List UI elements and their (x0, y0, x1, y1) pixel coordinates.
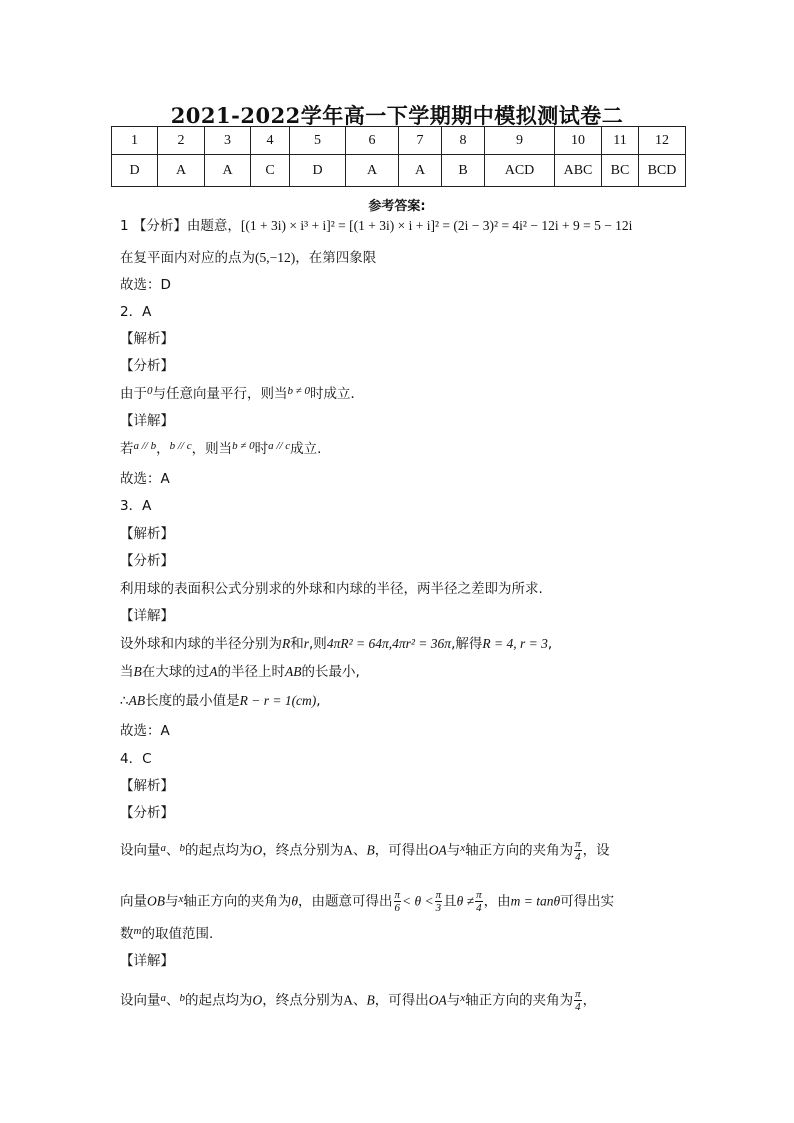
q3-detail-line-1 (120, 637, 552, 652)
question-number-cell: 6 (346, 127, 399, 155)
q4-text: 的起点均为 (185, 842, 253, 859)
q4-text: 设向量 (120, 992, 161, 1009)
q4-jiexi-label: 【解析】 (120, 778, 174, 794)
question-number-cell: 1 (112, 127, 158, 155)
answer-cell: A (205, 155, 251, 187)
answer-table (111, 126, 686, 187)
q4-text: 数 (120, 926, 134, 942)
symbol-m: m (133, 925, 142, 937)
q3-detail-text: 设外球和内球的半径分别为 (120, 636, 282, 652)
q4-text: 轴正方向的夹角为 (465, 842, 574, 859)
q4-text: ，设 (582, 842, 610, 859)
q2-xiangjie-label: 【详解】 (120, 413, 174, 429)
q2-analysis-text: 由于 (120, 386, 147, 402)
fraction-denominator: 4 (575, 1001, 581, 1014)
q3-detail-text: , (316, 693, 321, 709)
q4-text: ，由 (483, 893, 511, 910)
axis-x: x (460, 991, 466, 1004)
b-not-zero: b ≠ 0 (232, 440, 255, 452)
vector-OA: OA (428, 842, 447, 858)
answer-cell: BC (602, 155, 639, 187)
axis-x: x (178, 892, 184, 905)
reference-answers-heading: 参考答案: (368, 199, 426, 214)
q4-analysis-line-3 (120, 925, 214, 942)
fraction-denominator: 3 (435, 902, 442, 915)
q4-text: 轴正方向的夹角为 (465, 992, 574, 1009)
theta-not-equal: θ ≠ (456, 893, 475, 909)
q3-detail-line-3 (120, 694, 321, 709)
q4-fenxi-label: 【分析】 (120, 805, 174, 821)
q4-text: 、 (353, 842, 367, 859)
fraction-pi-over-3 (435, 889, 443, 914)
question-number-cell: 10 (555, 127, 602, 155)
q4-text: ，由题意可得出 (298, 893, 393, 910)
q4-text: 向量 (120, 893, 147, 910)
symbol-A: A (209, 664, 218, 679)
fraction-pi-over-6 (394, 889, 402, 914)
q1-point-text: 在复平面内对应的点为 (120, 250, 255, 266)
segment-AB: AB (128, 693, 146, 708)
answer-cell: A (399, 155, 442, 187)
vector-OA: OA (428, 992, 447, 1008)
fraction-denominator: 4 (476, 902, 482, 915)
q4-text: 的起点均为 (185, 992, 253, 1009)
q2-number: 2．A (120, 304, 152, 320)
q3-detail-text: ,解得 (451, 636, 483, 652)
vector-OB: OB (147, 893, 165, 909)
q4-text: 且 (443, 893, 457, 910)
point-A: A (343, 992, 353, 1008)
q3-detail-text: 在大球的过 (141, 664, 210, 680)
q4-text: 、 (166, 842, 180, 859)
q3-detail-text: 和 (290, 636, 304, 652)
therefore-symbol: ∴ (120, 693, 129, 709)
question-number-cell: 12 (639, 127, 686, 155)
q3-jiexi-label: 【解析】 (120, 526, 174, 542)
q4-text: ， (582, 992, 597, 1009)
radius-solution: R = 4, r = 3 (482, 636, 548, 651)
point-A: A (343, 842, 353, 858)
vector-b: b (179, 991, 185, 1004)
q4-text: 设向量 (120, 842, 161, 859)
q2-fenxi-label: 【分析】 (120, 358, 174, 374)
q1-formula: [(1 + 3i) × i³ + i]² = [(1 + 3i) × i + i]² = (2i − 3)² = 4i² − 12i + 9 = 5 − 12i (240, 218, 633, 233)
q3-number: 3．A (120, 498, 152, 514)
q2-choice: 故选：A (120, 471, 170, 487)
q2-detail-text: 若 (120, 441, 134, 457)
q3-fenxi-label: 【分析】 (120, 553, 174, 569)
symbol-r: r (303, 636, 310, 651)
min-length-formula: R − r = 1(cm) (239, 693, 317, 708)
q2-analysis-line (120, 385, 365, 402)
q2-analysis-text: 与任意向量平行，则当 (152, 386, 288, 402)
q4-text: ，终点分别为 (262, 992, 344, 1009)
answer-cell: BCD (639, 155, 686, 187)
document-title: 2021-2022学年高一下学期期中模拟测试卷二 (170, 103, 624, 128)
angle-theta: θ (291, 893, 299, 909)
fraction-pi-over-4 (574, 838, 582, 863)
symbol-B: B (133, 664, 142, 679)
zero-vector: 0 (147, 385, 153, 397)
fraction-numerator: π (575, 988, 581, 1000)
fraction-pi-over-4 (475, 889, 483, 914)
q4-text: 轴正方向的夹角为 (183, 893, 292, 910)
question-number-cell: 2 (158, 127, 205, 155)
answer-table-number-row (112, 127, 686, 155)
theta-inequality: < θ < (402, 893, 434, 909)
q1-line (120, 219, 632, 234)
q4-text: 、 (353, 992, 367, 1009)
question-number-cell: 11 (602, 127, 639, 155)
answer-cell: D (112, 155, 158, 187)
surface-area-equations: 4πR² = 64π,4πr² = 36π (326, 636, 452, 651)
fraction-numerator: π (575, 838, 581, 850)
answer-cell: D (290, 155, 346, 187)
q4-detail-line-1 (120, 988, 596, 1013)
q4-text: 、 (166, 992, 180, 1009)
fraction-numerator: π (435, 889, 442, 901)
answer-cell: A (346, 155, 399, 187)
q1-point-line (120, 251, 376, 266)
question-number-cell: 3 (205, 127, 251, 155)
answer-table-answer-row (112, 155, 686, 187)
question-number-cell: 7 (399, 127, 442, 155)
q3-analysis: 利用球的表面积公式分别求的外球和内球的半径，两半径之差即为所求. (120, 581, 543, 597)
q4-text: 与 (446, 992, 461, 1009)
fraction-denominator: 4 (575, 851, 581, 864)
q2-detail-line (120, 440, 322, 457)
q1-choice: 故选：D (120, 277, 171, 293)
q3-detail-text: 当 (120, 664, 134, 680)
point-B: B (366, 992, 375, 1008)
q4-text: 与 (446, 842, 461, 859)
segment-AB: AB (285, 664, 302, 679)
q4-text: 的取值范围. (141, 926, 214, 942)
answer-cell: A (158, 155, 205, 187)
q4-number: 4．C (120, 751, 152, 767)
point-O: O (252, 992, 263, 1008)
answer-cell: ACD (485, 155, 555, 187)
fraction-pi-over-4 (574, 988, 582, 1013)
q4-text: 可得出实 (560, 893, 615, 910)
question-number-cell: 5 (290, 127, 346, 155)
q2-detail-text: ， (156, 441, 170, 457)
q4-text: ，可得出 (374, 992, 429, 1009)
q3-detail-line-2 (120, 665, 360, 680)
q3-detail-text: , (547, 636, 553, 652)
q2-detail-text: 成立. (290, 441, 322, 457)
q2-jiexi-label: 【解析】 (120, 331, 174, 347)
answer-cell: ABC (555, 155, 602, 187)
b-not-zero: b ≠ 0 (287, 385, 311, 397)
q4-xiangjie-label: 【详解】 (120, 953, 174, 969)
vector-b: b (179, 841, 185, 854)
q4-text: 与 (165, 893, 179, 910)
q2-analysis-text: 时成立． (310, 386, 365, 402)
q4-analysis-line-1 (120, 838, 610, 863)
fraction-numerator: π (394, 889, 401, 901)
q3-detail-text: 的长最小, (301, 664, 360, 680)
question-number-cell: 9 (485, 127, 555, 155)
vector-a: a (160, 991, 166, 1004)
q4-analysis-line-2 (120, 889, 614, 914)
answer-cell: B (442, 155, 485, 187)
q4-text: ，终点分别为 (262, 842, 344, 859)
point-B: B (366, 842, 375, 858)
b-parallel-c: b // c (169, 440, 192, 452)
q3-detail-text: ,则 (309, 636, 327, 652)
q2-detail-text: ，则当 (191, 441, 233, 457)
axis-x: x (460, 841, 466, 854)
q1-lead: 1 【分析】由题意， (120, 218, 241, 234)
q3-xiangjie-label: 【详解】 (120, 608, 174, 624)
q2-detail-text: 时 (254, 441, 269, 457)
symbol-R: R (282, 636, 291, 651)
question-number-cell: 8 (442, 127, 485, 155)
point-O: O (252, 842, 263, 858)
a-parallel-b: a // b (133, 440, 157, 452)
a-parallel-c: a // c (268, 440, 291, 452)
answer-cell: C (251, 155, 290, 187)
vector-a: a (160, 841, 166, 854)
q1-point-coords: (5,−12) (255, 250, 296, 265)
q1-quadrant-text: ，在第四象限 (295, 250, 377, 266)
fraction-numerator: π (476, 889, 482, 901)
q3-choice: 故选：A (120, 723, 170, 739)
q3-detail-text: 的半径上时 (217, 664, 285, 680)
q4-text: ，可得出 (374, 842, 429, 859)
question-number-cell: 4 (251, 127, 290, 155)
m-equals-tan-theta: m = tanθ (510, 893, 561, 909)
fraction-denominator: 6 (394, 902, 401, 915)
q3-detail-text: 长度的最小值是 (145, 693, 240, 709)
